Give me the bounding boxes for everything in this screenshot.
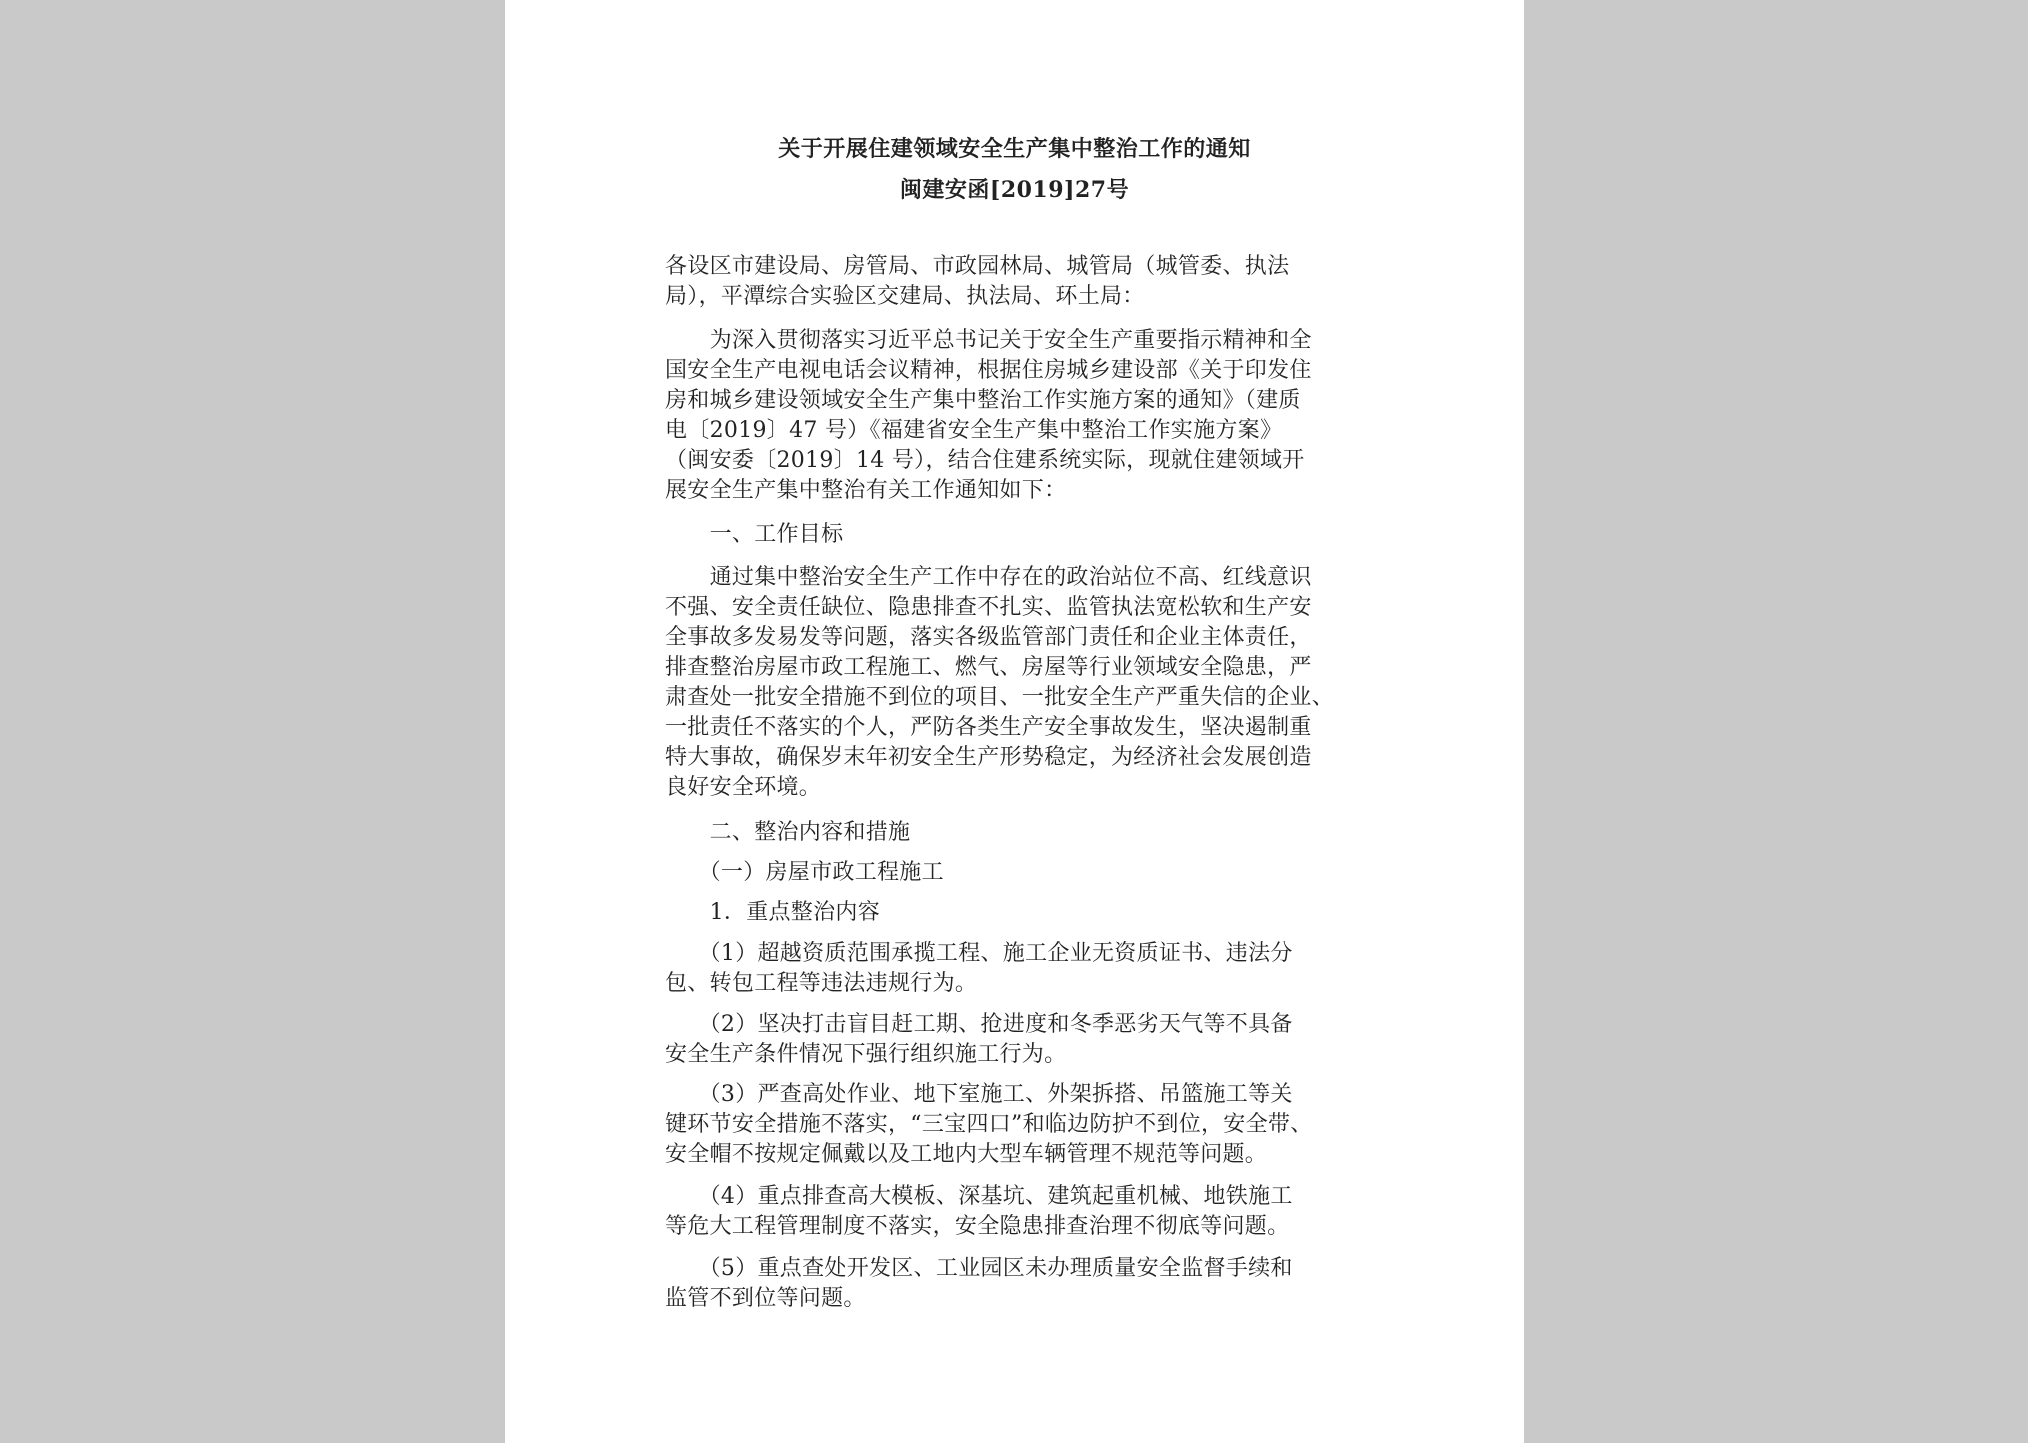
text-line: 安全帽不按规定佩戴以及工地内大型车辆管理不规范等问题。 <box>665 1142 1268 1167</box>
section-heading: 二、整治内容和措施 <box>665 820 911 845</box>
text-line: （3）严查高处作业、地下室施工、外架拆搭、吊篮施工等关 <box>665 1082 1293 1107</box>
text-line: 不强、安全责任缺位、隐患排查不扎实、监管执法宽松软和生产安 <box>665 595 1312 620</box>
section-heading: 一、工作目标 <box>665 522 844 547</box>
subsection-heading: （一）房屋市政工程施工 <box>665 860 944 885</box>
text-line: （4）重点排查高大模板、深基坑、建筑起重机械、地铁施工 <box>665 1184 1293 1209</box>
text-line: 展安全生产集中整治有关工作通知如下： <box>665 478 1067 503</box>
text-line: （闽安委〔2019〕14 号），结合住建系统实际，现就住建领域开 <box>665 448 1305 473</box>
document-title: 关于开展住建领域安全生产集中整治工作的通知 <box>778 136 1251 162</box>
text-line: 特大事故，确保岁末年初安全生产形势稳定，为经济社会发展创造 <box>665 745 1312 770</box>
document-number: 闽建安函[2019]27号 <box>899 177 1130 203</box>
text-line: （1）超越资质范围承揽工程、施工企业无资质证书、违法分 <box>665 941 1293 966</box>
text-line: 局），平潭综合实验区交建局、执法局、环土局： <box>665 284 1145 309</box>
text-line: 国安全生产电视电话会议精神，根据住房城乡建设部《关于印发住 <box>665 358 1312 383</box>
text-line: 安全生产条件情况下强行组织施工行为。 <box>665 1042 1067 1067</box>
text-line: 各设区市建设局、房管局、市政园林局、城管局（城管委、执法 <box>665 254 1290 279</box>
text-line: 房和城乡建设领域安全生产集中整治工作实施方案的通知》（建质 <box>665 388 1301 413</box>
text-line: （2）坚决打击盲目赶工期、抢进度和冬季恶劣天气等不具备 <box>665 1012 1293 1037</box>
text-line: 键环节安全措施不落实，“三宝四口”和临边防护不到位，安全带、 <box>665 1112 1313 1137</box>
text-line: 等危大工程管理制度不落实，安全隐患排查治理不彻底等问题。 <box>665 1214 1290 1239</box>
text-line: 肃查处一批安全措施不到位的项目、一批安全生产严重失信的企业、 <box>665 685 1335 710</box>
text-line: 监管不到位等问题。 <box>665 1286 866 1311</box>
text-line: 排查整治房屋市政工程施工、燃气、房屋等行业领域安全隐患，严 <box>665 655 1312 680</box>
text-line: 电〔2019〕47 号）《福建省安全生产集中整治工作实施方案》 <box>665 418 1283 443</box>
subsection-heading: 1．重点整治内容 <box>665 900 880 925</box>
text-line: 一批责任不落实的个人，严防各类生产安全事故发生，坚决遏制重 <box>665 715 1312 740</box>
text-line: 良好安全环境。 <box>665 775 822 800</box>
text-line: 包、转包工程等违法违规行为。 <box>665 971 978 996</box>
text-line: 通过集中整治安全生产工作中存在的政治站位不高、红线意识 <box>665 565 1312 590</box>
text-line: 为深入贯彻落实习近平总书记关于安全生产重要指示精神和全 <box>665 328 1312 353</box>
document-page <box>505 0 1524 1443</box>
text-line: 全事故多发易发等问题，落实各级监管部门责任和企业主体责任， <box>665 625 1312 650</box>
text-line: （5）重点查处开发区、工业园区未办理质量安全监督手续和 <box>665 1256 1293 1281</box>
